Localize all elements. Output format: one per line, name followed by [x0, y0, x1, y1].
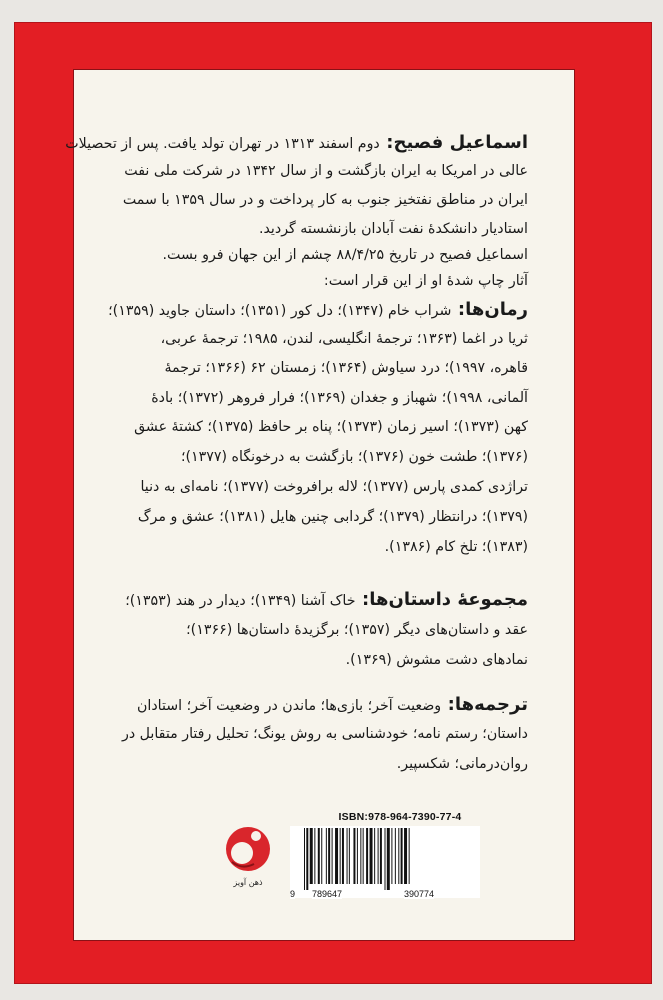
bio-line-3: ایران در مناطق نفتخیز جنوب به کار پرداخت و در سال ۱۳۵۹ با سمت: [122, 192, 528, 208]
barcode-bar: [409, 828, 410, 884]
bio-line-6: آثار چاپ شدهٔ او از این قرار است:: [323, 273, 528, 289]
bio-heading: اسماعیل فصیح:: [386, 132, 528, 153]
translations-heading: ترجمه‌ها:: [447, 694, 528, 715]
barcode-bar: [404, 828, 407, 884]
novels-line-4: آلمانی، ۱۹۹۸)؛ شهباز و جغدان (۱۳۶۹)؛ فرار فروهر (۱۳۷۲)؛ بادهٔ: [151, 390, 528, 406]
stories-line-3: نمادهای دشت مشوش (۱۳۶۹).: [345, 652, 528, 668]
stories-line-1: خاک آشنا (۱۳۴۹)؛ دیدار در هند (۱۳۵۳)؛: [125, 593, 356, 609]
barcode-bar: [385, 828, 386, 890]
barcode-bar: [340, 828, 341, 884]
barcode-bar: [363, 828, 364, 884]
bio-line-2: عالی در امریکا به ایران بازگشت و از سال ۱۳۴۲ در شرکت ملی نفت: [124, 163, 528, 179]
barcode-bar: [360, 828, 361, 884]
barcode-bar: [318, 828, 320, 884]
barcode-bar: [395, 828, 396, 884]
novels-line-6: (۱۳۷۶)؛ طشت خون (۱۳۷۶)؛ بازگشت به درخونگاه (۱۳۷۷)؛: [180, 449, 528, 465]
barcode-bar: [332, 828, 333, 884]
barcode-bar: [304, 828, 305, 890]
barcode-bar: [357, 828, 358, 884]
translations-line-2: داستان؛ رستم نامه؛ خودشناسی به روش یونگ؛ تحلیل رفتار متقابل در: [121, 726, 528, 742]
barcode-digits-left: 789647: [312, 889, 343, 899]
stories-first-line: [82, 585, 528, 616]
novels-line-7: تراژدی کمدی پارس (۱۳۷۷)؛ لاله برافروخت (۱۳۷۷)؛ نامه‌ای به دنیا: [140, 479, 528, 495]
novels-first-line: [82, 295, 528, 326]
bio-line-1: دوم اسفند ۱۳۱۳ در تهران تولد یافت. پس از تحصیلات: [65, 136, 380, 152]
barcode-bar: [398, 828, 399, 884]
novels-line-2: ثریا در اغما (۱۳۶۳؛ ترجمهٔ انگلیسی، لندن، ۱۹۸۵؛ ترجمهٔ عربی،: [160, 331, 528, 347]
barcode-bar: [353, 828, 355, 884]
novels-line-8: (۱۳۷۹)؛ درانتظار (۱۳۷۹)؛ گردابی چنین هایل (۱۳۸۱)؛ عشق و مرگ: [137, 509, 528, 525]
barcode-bar: [380, 828, 382, 884]
isbn-label: ISBN:978-964-7390-77-4: [338, 811, 462, 823]
stories-heading: مجموعهٔ داستان‌ها:: [362, 589, 528, 610]
barcode-bar: [349, 828, 350, 884]
bio-line-5: اسماعیل فصیح در تاریخ ۸۸/۴/۲۵ چشم از این جهان فرو بست.: [162, 247, 528, 263]
publisher-name: ذهن آویز: [233, 878, 263, 887]
barcode-bar: [328, 828, 330, 884]
barcode-bar: [335, 828, 338, 884]
novels-line-1: شراب خام (۱۳۴۷)؛ دل کور (۱۳۵۱)؛ داستان جاوید (۱۳۵۹)؛: [108, 303, 452, 319]
barcode: [290, 826, 480, 898]
barcode-bar: [310, 828, 313, 884]
barcode-bar: [378, 828, 379, 884]
barcode-bar: [321, 828, 322, 884]
stories-line-2: عقد و داستان‌های دیگر (۱۳۵۷)؛ برگزیدهٔ داستان‌ها (۱۳۶۶)؛: [186, 622, 528, 638]
barcode-bar: [401, 828, 403, 884]
publisher-logo: [218, 822, 278, 894]
barcode-bars: [296, 826, 474, 892]
bio-line-4: استادیار دانشکدهٔ نفت آبادان بازنشسته گردید.: [258, 221, 528, 237]
barcode-bar: [306, 828, 308, 890]
barcode-digit-first: 9: [290, 889, 296, 899]
novels-line-5: کهن (۱۳۷۳)؛ اسیر زمان (۱۳۷۳)؛ پناه بر حافظ (۱۳۷۵)؛ کشتهٔ عشق: [134, 419, 528, 435]
barcode-bar: [314, 828, 315, 884]
publisher-logo-icon: [218, 822, 278, 878]
barcode-bar: [366, 828, 368, 884]
barcode-bar: [374, 828, 375, 884]
novels-line-9: (۱۳۸۳)؛ تلخ کام (۱۳۸۶).: [384, 539, 528, 555]
novels-heading: رمان‌ها:: [457, 299, 528, 320]
barcode-bar: [342, 828, 344, 884]
translations-line-1: وضعیت آخر؛ بازی‌ها؛ ماندن در وضعیت آخر؛ استادان: [136, 698, 442, 714]
translations-line-3: روان‌درمانی؛ شکسپیر.: [396, 756, 528, 772]
barcode-bar: [391, 828, 392, 884]
bio-first-line: [65, 128, 528, 159]
barcode-digits-right: 390774: [404, 889, 435, 899]
translations-first-line: [82, 690, 528, 721]
barcode-bar: [370, 828, 373, 884]
barcode-bar: [387, 828, 390, 890]
barcode-bar: [347, 828, 348, 884]
novels-line-3: قاهره، ۱۹۹۷)؛ درد سیاوش (۱۳۶۴)؛ زمستان ۶۲ (۱۳۶۶؛ ترجمهٔ: [164, 360, 528, 376]
barcode-bar: [326, 828, 327, 884]
